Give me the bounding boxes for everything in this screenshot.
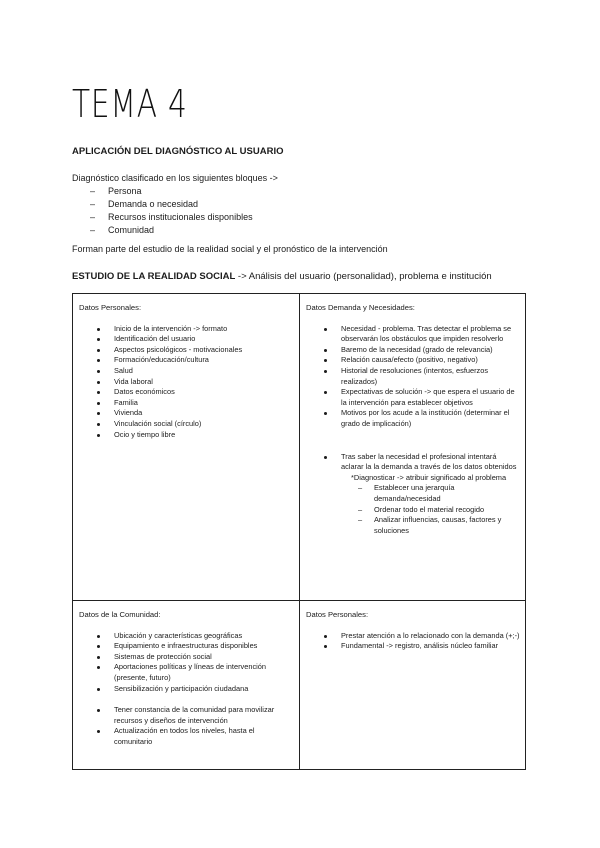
list-item: Aportaciones políticas y líneas de intervención (presente, futuro) — [79, 662, 293, 683]
cell-title: Datos Personales: — [306, 610, 369, 619]
intro-text: Diagnóstico clasificado en los siguientes bloques -> — [72, 173, 278, 183]
list-item: Formación/educación/cultura — [79, 355, 293, 366]
estudio-line — [72, 271, 492, 282]
list-item: Vivienda — [79, 408, 293, 419]
cell-title: Datos de la Comunidad: — [79, 610, 161, 619]
list-item: Tener constancia de la comunidad para movilizar recursos y diseños de intervención — [79, 705, 293, 726]
sub-list-item: – Establecer una jerarquía demanda/necesidad — [358, 483, 455, 503]
section-heading: APLICACIÓN DEL DIAGNÓSTICO AL USUARIO — [72, 146, 284, 157]
cell-title: Datos Personales: — [79, 303, 142, 312]
list-item: Prestar atención a lo relacionado con la demanda (+;-) — [306, 631, 520, 642]
intro-block-label: Demanda o necesidad — [108, 199, 199, 209]
sub-list-label: Analizar influencias, causas, factores y soluciones — [374, 515, 502, 535]
sub-list-label: Establecer una jerarquía demanda/necesidad — [374, 483, 455, 503]
cell-datos-demanda — [306, 303, 520, 536]
list-item: Expectativas de solución -> que espera el usuario de la intervención para establecer objetivos — [306, 387, 520, 408]
cell-datos-comunidad — [79, 610, 293, 748]
table-divider-vertical — [299, 294, 300, 769]
sub-list — [306, 483, 520, 536]
list-item: Actualización en todos los niveles, hasta el comunitario — [79, 726, 293, 747]
sub-list-item: – Analizar influencias, causas, factores y soluciones — [358, 515, 502, 535]
list-item: Sistemas de protección social — [79, 652, 293, 663]
intro-block-label: Comunidad — [108, 225, 155, 235]
intro-block-item: – Recursos institucionales disponibles — [90, 212, 253, 222]
estudio-bold: ESTUDIO DE LA REALIDAD SOCIAL — [72, 271, 236, 282]
sub-list-item: – Ordenar todo el material recogido — [358, 504, 485, 514]
sub-list-label: Ordenar todo el material recogido — [374, 504, 485, 514]
list-item: Sensibilización y participación ciudadana — [79, 684, 293, 695]
list-item: Motivos por los acude a la institución (determinar el grado de implicación) — [306, 408, 520, 429]
list-item: Fundamental -> registro, análisis núcleo familiar — [306, 641, 520, 652]
intro-block-item: – Comunidad — [90, 225, 155, 235]
list-item: Equipamiento e infraestructuras disponibles — [79, 641, 293, 652]
bullet-list — [79, 631, 293, 748]
list-item: Datos económicos — [79, 387, 293, 398]
cell-title: Datos Demanda y Necesidades: — [306, 303, 415, 312]
list-item: Historial de resoluciones (intentos, esfuerzos realizados) — [306, 366, 520, 387]
list-item: Ocio y tiempo libre — [79, 430, 293, 441]
list-item: Vida laboral — [79, 377, 293, 388]
list-item: Necesidad - problema. Tras detectar el problema se observarán los obstáculos que impiden resolverlo — [306, 324, 520, 345]
list-item: Baremo de la necesidad (grado de relevancia) — [306, 345, 520, 356]
table-divider-horizontal — [73, 600, 525, 601]
list-item: Salud — [79, 366, 293, 377]
bullet-list — [306, 324, 520, 473]
bullet-list — [79, 324, 293, 441]
list-item: Familia — [79, 398, 293, 409]
list-item: Identificación del usuario — [79, 334, 293, 345]
diagnosticar-note: *Diagnosticar -> atribuir significado al problema — [351, 472, 507, 482]
cell-datos-personales-2 — [306, 610, 520, 652]
cell-datos-personales — [79, 303, 293, 440]
estudio-rest: -> Análisis del usuario (personalidad), problema e institución — [235, 271, 492, 282]
intro-block-item: – Demanda o necesidad — [90, 199, 199, 209]
list-item: Inicio de la intervención -> formato — [79, 324, 293, 335]
intro-block-item: – Persona — [90, 186, 142, 196]
bullet-list — [306, 631, 520, 652]
data-table — [72, 293, 526, 770]
forman-text: Forman parte del estudio de la realidad social y el pronóstico de la intervención — [72, 244, 388, 254]
intro-block-label: Recursos institucionales disponibles — [108, 212, 253, 222]
list-item: Aspectos psicológicos - motivacionales — [79, 345, 293, 356]
intro-block-list — [72, 185, 278, 237]
intro-block — [72, 172, 278, 237]
list-item: Vinculación social (círculo) — [79, 419, 293, 430]
list-item: Ubicación y características geográficas — [79, 631, 293, 642]
page-title: TEMA 4 — [72, 82, 188, 126]
list-item: Tras saber la necesidad el profesional intentará aclarar la la demanda a través de los datos obtenidos — [306, 452, 520, 473]
intro-block-label: Persona — [108, 186, 142, 196]
list-item: Relación causa/efecto (positivo, negativo) — [306, 355, 520, 366]
